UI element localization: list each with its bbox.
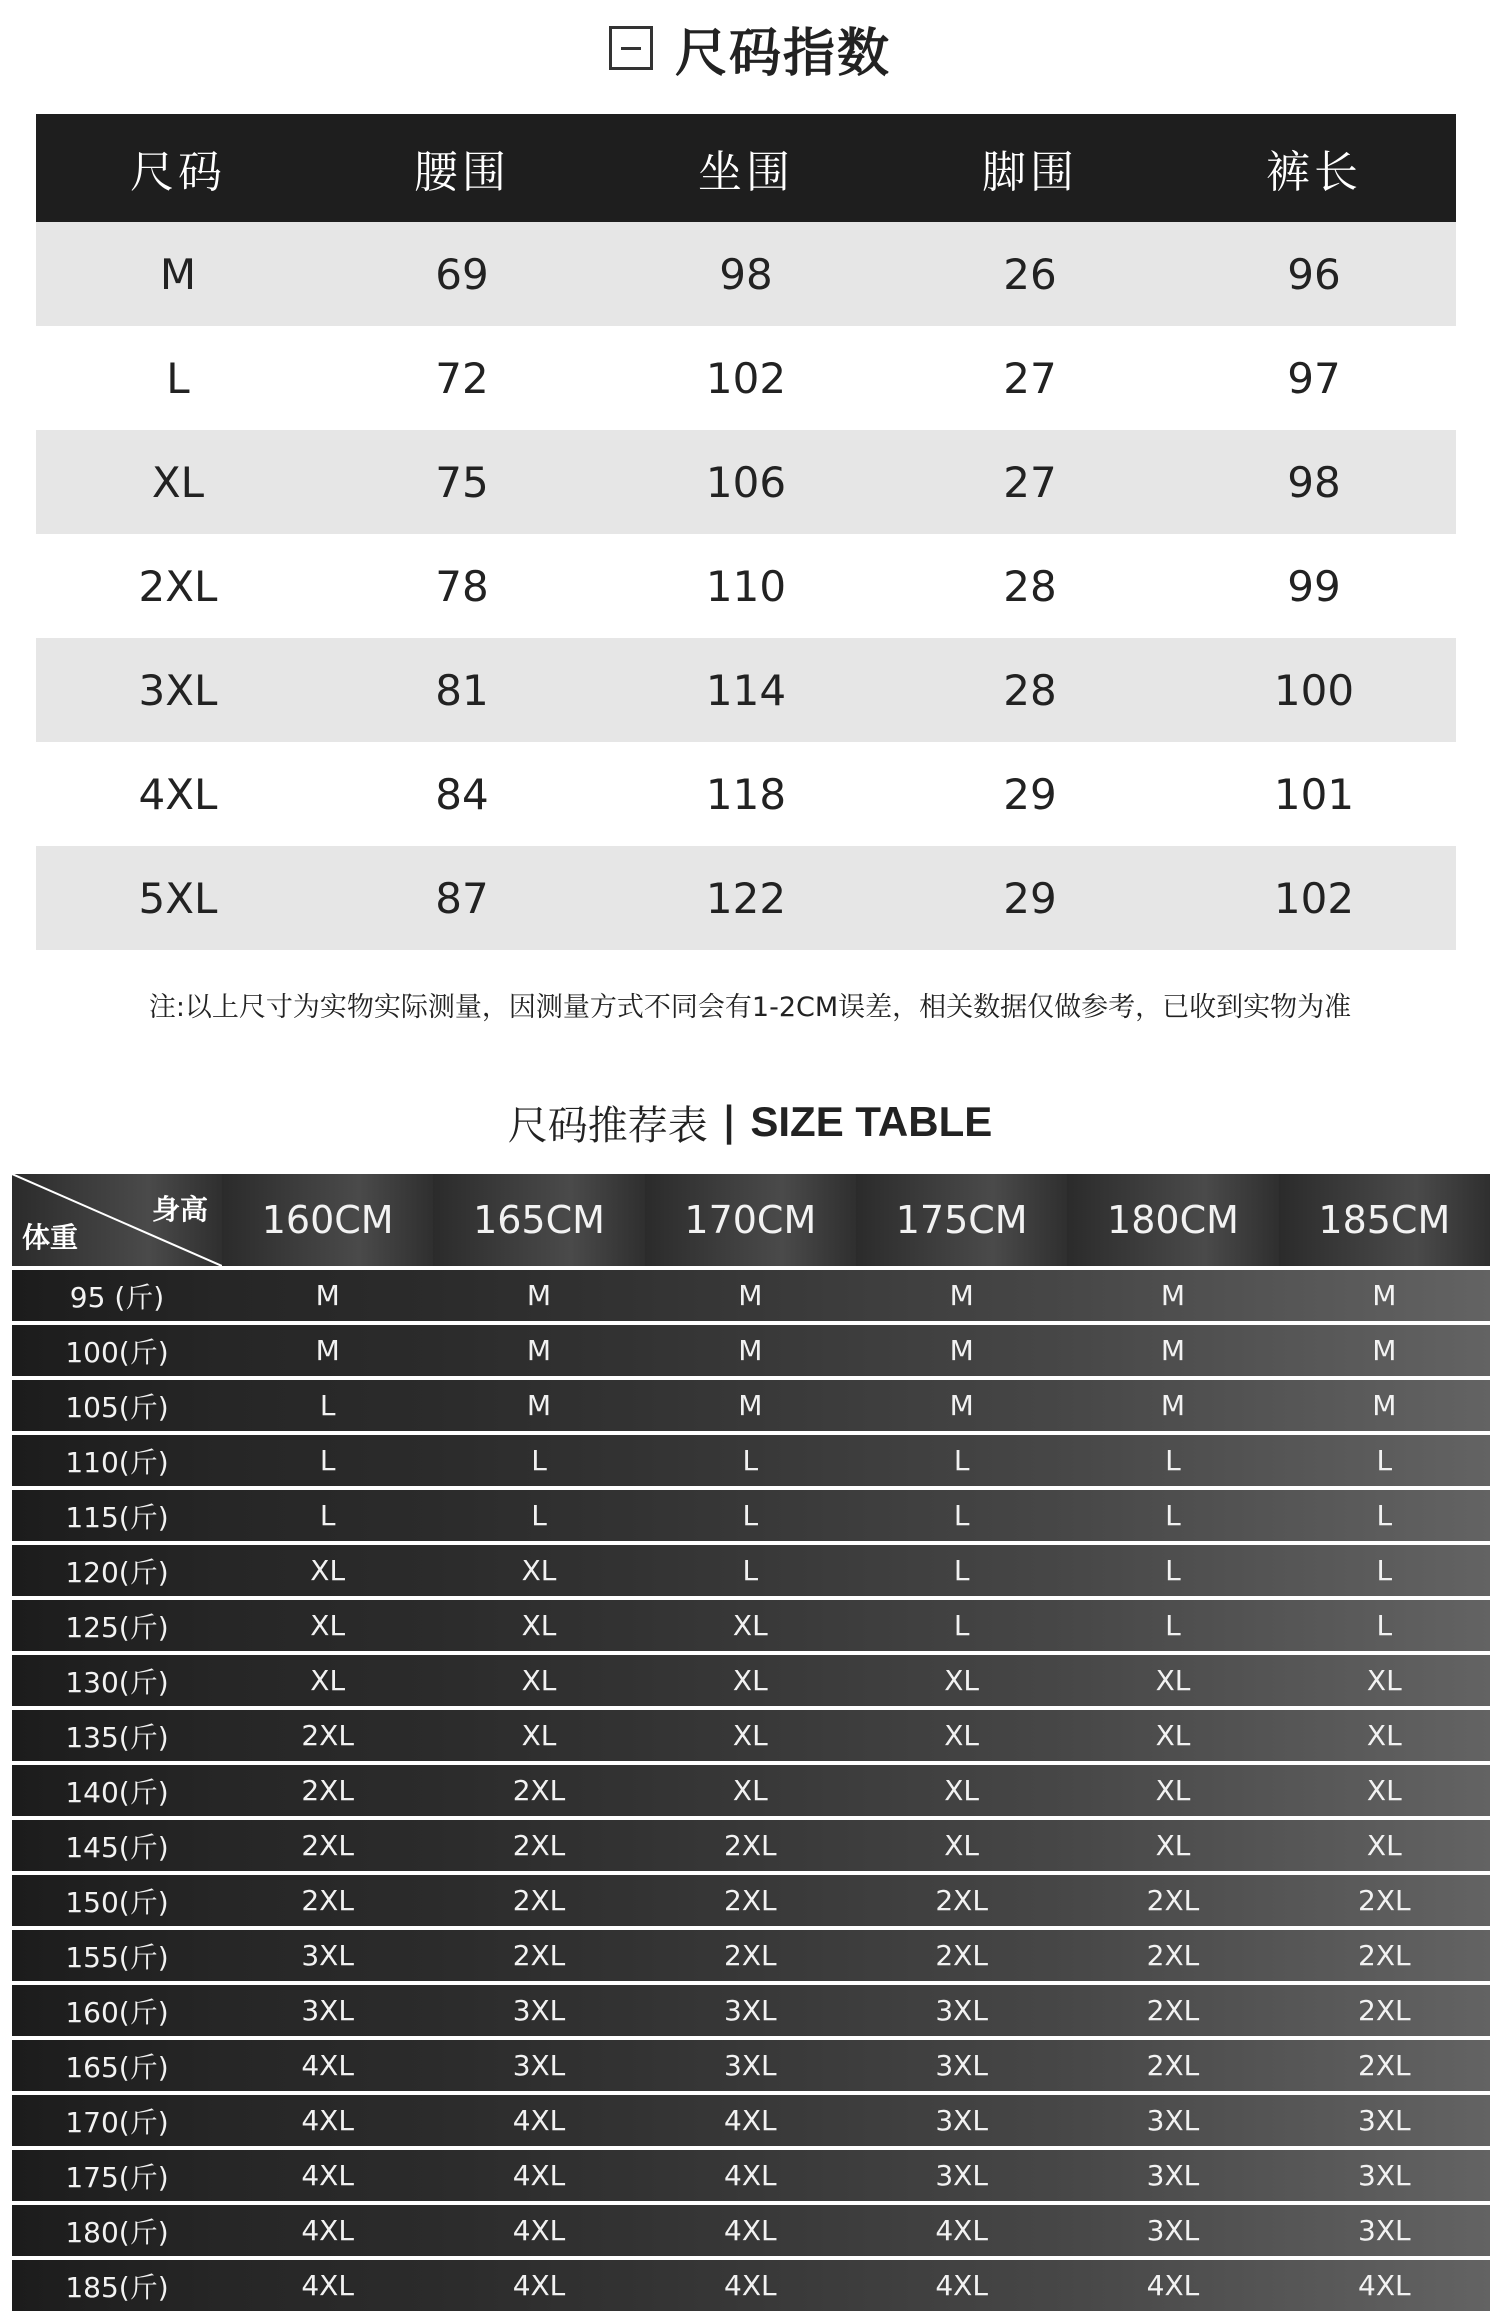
recommended-size-cell: M <box>856 1380 1067 1431</box>
table-row <box>36 638 1456 742</box>
recommended-size-cell: 2XL <box>433 1930 644 1981</box>
weight-cell: 130(斤) <box>12 1655 222 1706</box>
recommended-size-cell: L <box>1067 1490 1278 1541</box>
recommended-size-cell: L <box>1067 1435 1278 1486</box>
measurement-cell: 122 <box>604 846 888 950</box>
recommended-size-cell: L <box>1067 1545 1278 1596</box>
weight-cell: 175(斤) <box>12 2150 222 2201</box>
recommended-size-cell: 3XL <box>645 2040 856 2091</box>
recommended-size-cell: L <box>1279 1545 1490 1596</box>
recommended-size-cell: 4XL <box>433 2150 644 2201</box>
measurement-title-text: 尺码指数 <box>674 23 891 84</box>
recommended-size-cell: M <box>645 1380 856 1431</box>
weight-cell: 125(斤) <box>12 1600 222 1651</box>
recommended-size-cell: 2XL <box>645 1875 856 1926</box>
recommended-size-cell: 3XL <box>1067 2095 1278 2146</box>
recommended-size-cell: M <box>433 1270 644 1321</box>
recommended-size-cell: 2XL <box>1067 1875 1278 1926</box>
table-row <box>36 326 1456 430</box>
recommended-size-cell: XL <box>856 1820 1067 1871</box>
height-header: 185CM <box>1279 1174 1490 1266</box>
recommended-size-cell: 4XL <box>222 2260 433 2311</box>
recommended-size-cell: M <box>856 1325 1067 1376</box>
measurement-cell: 27 <box>888 430 1172 534</box>
measurement-cell: 98 <box>604 222 888 326</box>
weight-cell: 135(斤) <box>12 1710 222 1761</box>
corner-height-label: 身高 <box>151 1193 208 1226</box>
recommended-size-cell: 2XL <box>433 1820 644 1871</box>
recommended-size-cell: 3XL <box>645 1985 856 2036</box>
table-row <box>12 2040 1490 2091</box>
recommended-size-cell: M <box>222 1325 433 1376</box>
header-leg-opening: 脚围 <box>888 114 1172 222</box>
height-header: 170CM <box>645 1174 856 1266</box>
recommended-size-cell: 4XL <box>222 2150 433 2201</box>
header-length: 裤长 <box>1172 114 1456 222</box>
size-table-title-en: SIZE TABLE <box>750 1098 993 1145</box>
minus-box-icon <box>609 26 653 70</box>
recommended-size-cell: XL <box>1067 1710 1278 1761</box>
recommended-size-cell: 2XL <box>433 1765 644 1816</box>
recommended-size-cell: 4XL <box>222 2095 433 2146</box>
recommended-size-cell: 4XL <box>1067 2260 1278 2311</box>
table-row <box>36 222 1456 326</box>
table-row <box>12 2260 1490 2311</box>
recommended-size-cell: L <box>645 1435 856 1486</box>
table-row <box>36 742 1456 846</box>
measurement-table <box>36 114 1456 950</box>
recommended-size-cell: XL <box>1279 1655 1490 1706</box>
recommended-size-cell: XL <box>433 1600 644 1651</box>
measurement-cell: 114 <box>604 638 888 742</box>
measurement-cell: 87 <box>320 846 604 950</box>
recommended-size-cell: 4XL <box>222 2040 433 2091</box>
measurement-cell: 102 <box>604 326 888 430</box>
weight-cell: 160(斤) <box>12 1985 222 2036</box>
table-row <box>36 430 1456 534</box>
recommended-size-cell: 3XL <box>1279 2205 1490 2256</box>
measurement-cell: 99 <box>1172 534 1456 638</box>
measurement-title <box>0 8 1500 88</box>
recommended-size-cell: 4XL <box>645 2095 856 2146</box>
recommended-size-cell: XL <box>1279 1765 1490 1816</box>
recommended-size-cell: L <box>645 1545 856 1596</box>
measurement-cell: 97 <box>1172 326 1456 430</box>
recommended-size-cell: M <box>856 1270 1067 1321</box>
recommended-size-cell: 2XL <box>222 1875 433 1926</box>
table-row <box>36 846 1456 950</box>
measurement-cell: 96 <box>1172 222 1456 326</box>
table-row <box>12 1820 1490 1871</box>
weight-cell: 170(斤) <box>12 2095 222 2146</box>
size-cell: XL <box>36 430 320 534</box>
weight-cell: 185(斤) <box>12 2260 222 2311</box>
weight-cell: 140(斤) <box>12 1765 222 1816</box>
size-table-title-cn: 尺码推荐表 <box>507 1102 708 1149</box>
recommended-size-cell: L <box>856 1435 1067 1486</box>
recommended-size-cell: XL <box>856 1710 1067 1761</box>
table-row <box>36 534 1456 638</box>
recommended-size-cell: 3XL <box>856 2150 1067 2201</box>
measurement-cell: 98 <box>1172 430 1456 534</box>
recommended-size-cell: 3XL <box>856 2095 1067 2146</box>
measurement-cell: 106 <box>604 430 888 534</box>
corner-weight-label: 体重 <box>22 1221 79 1254</box>
recommended-size-cell: 2XL <box>856 1875 1067 1926</box>
recommended-size-cell: M <box>433 1380 644 1431</box>
recommended-size-cell: L <box>856 1545 1067 1596</box>
recommended-size-cell: L <box>645 1490 856 1541</box>
measurement-cell: 69 <box>320 222 604 326</box>
size-table-title <box>0 1090 1500 1154</box>
recommended-size-cell: 4XL <box>856 2205 1067 2256</box>
measurement-cell: 101 <box>1172 742 1456 846</box>
recommended-size-cell: L <box>856 1600 1067 1651</box>
table-row <box>12 1490 1490 1541</box>
recommended-size-cell: XL <box>1067 1820 1278 1871</box>
measurement-cell: 102 <box>1172 846 1456 950</box>
recommended-size-cell: 2XL <box>433 1875 644 1926</box>
recommended-size-cell: XL <box>645 1710 856 1761</box>
corner-cell <box>12 1174 222 1266</box>
table-row <box>12 1875 1490 1926</box>
recommended-size-cell: XL <box>1067 1655 1278 1706</box>
recommended-size-cell: 4XL <box>856 2260 1067 2311</box>
table-row <box>12 1600 1490 1651</box>
table-row <box>12 1985 1490 2036</box>
header-waist: 腰围 <box>320 114 604 222</box>
table-row <box>12 1380 1490 1431</box>
height-header: 160CM <box>222 1174 433 1266</box>
recommended-size-cell: M <box>1067 1325 1278 1376</box>
recommended-size-cell: 2XL <box>222 1710 433 1761</box>
recommended-size-cell: 2XL <box>1279 2040 1490 2091</box>
recommended-size-cell: 4XL <box>433 2260 644 2311</box>
recommended-size-cell: M <box>222 1270 433 1321</box>
recommended-size-cell: L <box>433 1435 644 1486</box>
recommended-size-cell: L <box>222 1435 433 1486</box>
measurement-cell: 27 <box>888 326 1172 430</box>
measurement-cell: 72 <box>320 326 604 430</box>
recommended-size-cell: 4XL <box>222 2205 433 2256</box>
height-header: 175CM <box>856 1174 1067 1266</box>
table-row <box>12 1765 1490 1816</box>
measurement-cell: 29 <box>888 846 1172 950</box>
measurement-cell: 29 <box>888 742 1172 846</box>
table-row <box>12 1930 1490 1981</box>
recommended-size-cell: XL <box>645 1600 856 1651</box>
measurement-cell: 26 <box>888 222 1172 326</box>
recommended-size-cell: 3XL <box>222 1985 433 2036</box>
recommended-size-cell: 3XL <box>1067 2150 1278 2201</box>
recommended-size-cell: 3XL <box>856 1985 1067 2036</box>
recommended-size-cell: XL <box>1279 1710 1490 1761</box>
recommended-size-cell: L <box>1279 1435 1490 1486</box>
recommended-size-cell: 2XL <box>1067 2040 1278 2091</box>
measurement-cell: 110 <box>604 534 888 638</box>
recommended-size-cell: XL <box>856 1655 1067 1706</box>
recommended-size-cell: XL <box>645 1765 856 1816</box>
size-cell: 3XL <box>36 638 320 742</box>
weight-cell: 120(斤) <box>12 1545 222 1596</box>
recommended-size-cell: L <box>1067 1600 1278 1651</box>
recommended-size-cell: 2XL <box>1279 1875 1490 1926</box>
table-row <box>12 1655 1490 1706</box>
measurement-cell: 28 <box>888 534 1172 638</box>
table-row <box>12 2205 1490 2256</box>
measurement-cell: 100 <box>1172 638 1456 742</box>
table-row <box>12 1710 1490 1761</box>
recommended-size-cell: 3XL <box>1279 2150 1490 2201</box>
recommendation-header-row <box>12 1174 1490 1266</box>
recommended-size-cell: XL <box>222 1600 433 1651</box>
title-separator: | <box>721 1099 737 1145</box>
recommended-size-cell: 3XL <box>1279 2095 1490 2146</box>
measurement-cell: 118 <box>604 742 888 846</box>
recommended-size-cell: 3XL <box>433 1985 644 2036</box>
measurement-cell: 84 <box>320 742 604 846</box>
size-recommendation-table <box>12 1170 1490 2315</box>
recommended-size-cell: 2XL <box>856 1930 1067 1981</box>
measurement-header-row <box>36 114 1456 222</box>
table-row <box>12 1545 1490 1596</box>
table-row <box>12 2150 1490 2201</box>
recommended-size-cell: XL <box>222 1655 433 1706</box>
height-header: 165CM <box>433 1174 644 1266</box>
recommended-size-cell: M <box>1279 1325 1490 1376</box>
measurement-cell: 78 <box>320 534 604 638</box>
recommended-size-cell: 4XL <box>433 2205 644 2256</box>
recommended-size-cell: M <box>645 1270 856 1321</box>
recommended-size-cell: M <box>1067 1380 1278 1431</box>
weight-cell: 95 (斤) <box>12 1270 222 1321</box>
recommended-size-cell: 3XL <box>222 1930 433 1981</box>
weight-cell: 145(斤) <box>12 1820 222 1871</box>
weight-cell: 110(斤) <box>12 1435 222 1486</box>
recommended-size-cell: 4XL <box>645 2150 856 2201</box>
recommended-size-cell: XL <box>1279 1820 1490 1871</box>
table-row <box>12 1435 1490 1486</box>
recommended-size-cell: XL <box>433 1710 644 1761</box>
recommended-size-cell: M <box>645 1325 856 1376</box>
recommended-size-cell: 4XL <box>1279 2260 1490 2311</box>
header-hip: 坐围 <box>604 114 888 222</box>
recommended-size-cell: M <box>1279 1380 1490 1431</box>
recommended-size-cell: L <box>222 1490 433 1541</box>
size-cell: 5XL <box>36 846 320 950</box>
recommended-size-cell: 2XL <box>1067 1930 1278 1981</box>
recommended-size-cell: 3XL <box>433 2040 644 2091</box>
recommended-size-cell: XL <box>433 1655 644 1706</box>
measurement-cell: 81 <box>320 638 604 742</box>
header-size: 尺码 <box>36 114 320 222</box>
recommended-size-cell: XL <box>1067 1765 1278 1816</box>
weight-cell: 100(斤) <box>12 1325 222 1376</box>
measurement-cell: 28 <box>888 638 1172 742</box>
table-row <box>12 1270 1490 1321</box>
table-row <box>12 2095 1490 2146</box>
weight-cell: 115(斤) <box>12 1490 222 1541</box>
recommended-size-cell: 2XL <box>222 1820 433 1871</box>
recommended-size-cell: 2XL <box>1279 1930 1490 1981</box>
recommended-size-cell: 2XL <box>645 1930 856 1981</box>
size-cell: L <box>36 326 320 430</box>
measurement-note: 注:以上尺寸为实物实际测量，因测量方式不同会有1-2CM误差，相关数据仅做参考，已收到实物为准 <box>148 992 1352 1023</box>
recommended-size-cell: XL <box>856 1765 1067 1816</box>
recommended-size-cell: M <box>1067 1270 1278 1321</box>
recommended-size-cell: 2XL <box>1067 1985 1278 2036</box>
size-cell: 2XL <box>36 534 320 638</box>
recommended-size-cell: XL <box>645 1655 856 1706</box>
recommended-size-cell: 2XL <box>645 1820 856 1871</box>
measurement-cell: 75 <box>320 430 604 534</box>
recommended-size-cell: XL <box>433 1545 644 1596</box>
recommended-size-cell: 4XL <box>645 2205 856 2256</box>
recommended-size-cell: XL <box>222 1545 433 1596</box>
recommended-size-cell: 2XL <box>1279 1985 1490 2036</box>
recommended-size-cell: 4XL <box>433 2095 644 2146</box>
recommended-size-cell: M <box>433 1325 644 1376</box>
recommended-size-cell: 2XL <box>222 1765 433 1816</box>
recommended-size-cell: L <box>222 1380 433 1431</box>
recommended-size-cell: 3XL <box>1067 2205 1278 2256</box>
height-header: 180CM <box>1067 1174 1278 1266</box>
weight-cell: 155(斤) <box>12 1930 222 1981</box>
weight-cell: 150(斤) <box>12 1875 222 1926</box>
recommended-size-cell: M <box>1279 1270 1490 1321</box>
recommended-size-cell: 3XL <box>856 2040 1067 2091</box>
size-cell: M <box>36 222 320 326</box>
weight-cell: 165(斤) <box>12 2040 222 2091</box>
recommended-size-cell: L <box>1279 1600 1490 1651</box>
weight-cell: 105(斤) <box>12 1380 222 1431</box>
recommended-size-cell: L <box>856 1490 1067 1541</box>
recommended-size-cell: L <box>433 1490 644 1541</box>
recommended-size-cell: L <box>1279 1490 1490 1541</box>
recommended-size-cell: 4XL <box>645 2260 856 2311</box>
weight-cell: 180(斤) <box>12 2205 222 2256</box>
table-row <box>12 1325 1490 1376</box>
size-cell: 4XL <box>36 742 320 846</box>
